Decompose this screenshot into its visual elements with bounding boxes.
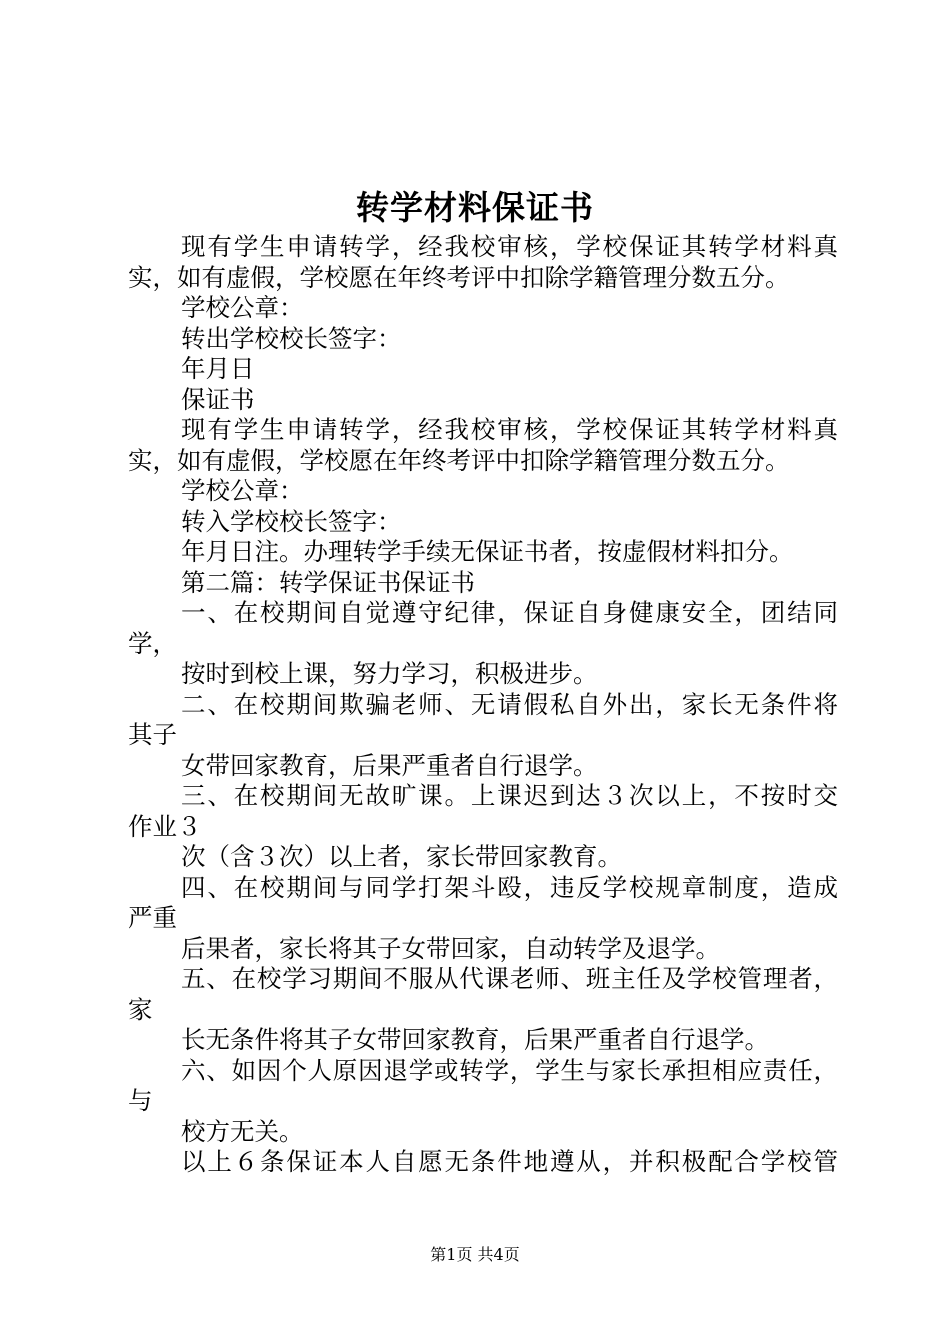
body-line: 家 (128, 994, 153, 1024)
document-body (128, 232, 838, 1178)
body-line: 六、如因个人原因退学或转学，学生与家长承担相应责任， (181, 1055, 838, 1085)
body-line: 次（含３次）以上者，家长带回家教育。 (181, 842, 622, 871)
body-line: 保证书 (181, 384, 255, 414)
document-title: 转学材料保证书 (356, 188, 594, 227)
body-line: 女带回家教育，后果严重者自行退学。 (181, 750, 598, 780)
body-line: 后果者，家长将其子女带回家，自动转学及退学。 (181, 933, 720, 963)
body-line: 年月日注。办理转学手续无保证书者，按虚假材料扣分。 (181, 537, 794, 566)
body-line: 第二篇：转学保证书保证书 (181, 567, 475, 597)
body-line: 二、在校期间欺骗老师、无请假私自外出，家长无条件将 (181, 689, 838, 719)
body-line: 转出学校校长签字： (181, 323, 402, 353)
body-line: 四、在校期间与同学打架斗殴，违反学校规章制度，造成 (181, 872, 838, 902)
body-line: 严重 (128, 903, 177, 932)
body-line: 一、在校期间自觉遵守纪律，保证自身健康安全，团结同 (181, 598, 838, 627)
body-line: 五、在校学习期间不服从代课老师、班主任及学校管理者， (181, 964, 838, 993)
body-line: 三、在校期间无故旷课。上课迟到达３次以上，不按时交 (181, 781, 838, 810)
body-line: 实，如有虚假，学校愿在年终考评中扣除学籍管理分数五分。 (128, 262, 790, 292)
body-line: 学， (128, 628, 177, 658)
body-line: 其子 (128, 720, 177, 749)
body-line: 实，如有虚假，学校愿在年终考评中扣除学籍管理分数五分。 (128, 445, 790, 475)
body-line: 转入学校校长签字： (181, 506, 402, 536)
body-line: 校方无关。 (181, 1116, 304, 1146)
body-line: 现有学生申请转学，经我校审核，学校保证其转学材料真 (181, 232, 838, 261)
page-footer: 第1页 共4页 (430, 1245, 520, 1264)
body-line: 学校公章： (181, 293, 304, 322)
body-line: 年月日 (181, 354, 255, 383)
body-line: 与 (128, 1086, 153, 1115)
body-line: 学校公章： (181, 476, 304, 505)
body-line: 作业３ (128, 811, 202, 841)
body-line: 以上６条保证本人自愿无条件地遵从，并积极配合学校管 (181, 1147, 838, 1176)
body-line: 按时到校上课，努力学习，积极进步。 (181, 659, 598, 688)
body-line: 现有学生申请转学，经我校审核，学校保证其转学材料真 (181, 415, 838, 444)
body-line: 长无条件将其子女带回家教育，后果严重者自行退学。 (181, 1025, 769, 1054)
